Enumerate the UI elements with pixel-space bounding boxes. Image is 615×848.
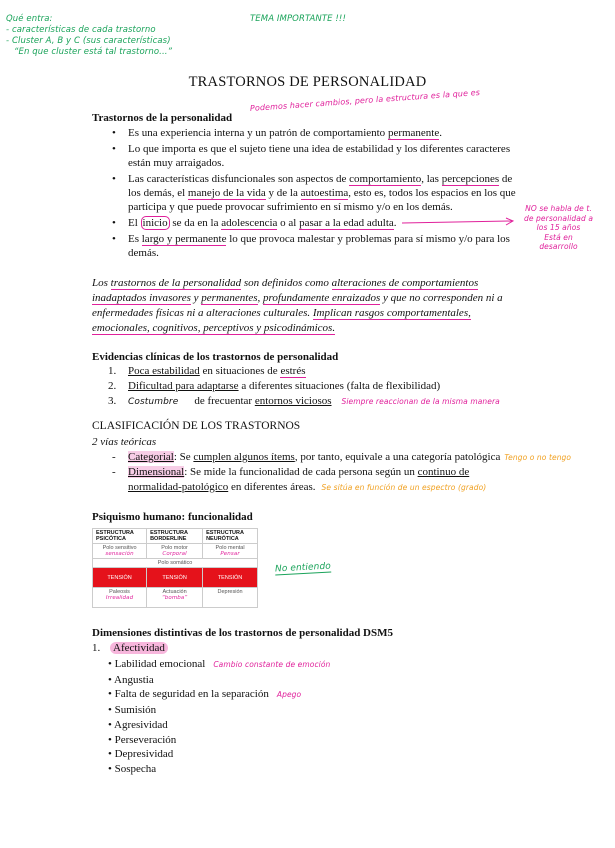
text: Falta de seguridad en la separación xyxy=(114,688,269,701)
text: Lo que importa es que el sujeto tiene una idea de estabilidad y los diferentes caracteres xyxy=(128,143,511,155)
page-title: TRASTORNOS DE PERSONALIDAD xyxy=(188,74,427,90)
text: . xyxy=(393,217,397,229)
text: Perseveración xyxy=(114,733,177,746)
list-item xyxy=(108,657,330,673)
text: continuo de xyxy=(417,466,470,478)
text: largo y permanente xyxy=(141,233,227,245)
text: Depresividad xyxy=(114,748,174,761)
text: El xyxy=(128,217,141,229)
text: y xyxy=(190,292,202,304)
text: • xyxy=(108,673,112,686)
text: inicio xyxy=(142,217,168,229)
text: trastornos de la personalidad xyxy=(110,277,242,289)
text: - xyxy=(112,466,116,478)
text: Siempre reaccionan de la misma manera xyxy=(341,397,500,406)
text: son definidos como xyxy=(241,277,332,289)
text: permanentes xyxy=(201,292,258,304)
sec5-list xyxy=(108,657,330,777)
text: estrés xyxy=(280,365,306,377)
text: Sumisión xyxy=(114,704,157,717)
text: los demás, el xyxy=(128,187,188,199)
text: . xyxy=(439,127,442,139)
text: inadaptados invasores xyxy=(92,292,191,304)
text: NO se habla de t. xyxy=(525,204,592,213)
sec3-list xyxy=(112,450,592,495)
text: en situaciones de xyxy=(199,365,281,377)
text: 2. xyxy=(108,380,117,392)
text: Polo motor xyxy=(161,545,188,551)
text: Polo mental xyxy=(215,545,245,551)
text: : Se mide la funcionalidad de cada persona según un xyxy=(184,466,418,478)
extra-item: - Cluster A, B y C (sus características) xyxy=(6,36,171,46)
col-header: ESTRUCTURA BORDERLINE xyxy=(147,529,203,544)
text: Pensar xyxy=(220,551,240,557)
text: comportamiento xyxy=(349,173,422,185)
text: 1. xyxy=(92,642,101,654)
text: TENSIÓN xyxy=(203,568,258,588)
text: • xyxy=(108,718,112,731)
text: manejo de la vida xyxy=(187,187,266,199)
text: Se sitúa en función de un espectro (grado) xyxy=(321,483,487,492)
text: se da en la xyxy=(169,217,222,229)
sec3-sub: 2 vías teóricas xyxy=(92,436,157,448)
text: Tengo o no tengo xyxy=(504,453,572,462)
text: Agresividad xyxy=(114,718,168,731)
list-item xyxy=(108,762,330,777)
text: Angustia xyxy=(114,673,154,686)
list-item xyxy=(108,673,330,688)
text: • xyxy=(108,748,112,761)
text: Cambio constante de emoción xyxy=(213,660,331,669)
text: TENSIÓN xyxy=(93,568,147,588)
text: pasar a la edad adulta xyxy=(299,217,394,229)
text: • xyxy=(108,688,112,701)
text: Es xyxy=(128,233,142,245)
text: participa y que puede provocar sufrimiento en sí mismo y/o en los demás. xyxy=(128,201,453,213)
text: Actuación xyxy=(162,589,187,595)
sec1-note: Podemos hacer cambios, pero la estructura es la que es xyxy=(249,87,481,113)
text: y que no corresponden ni a xyxy=(380,292,503,304)
text: y de la xyxy=(265,187,301,199)
list-item xyxy=(108,718,330,733)
text: Los xyxy=(92,277,111,289)
text: desarrollo xyxy=(539,242,578,251)
text: Depresión xyxy=(217,589,243,595)
list-item xyxy=(108,747,330,762)
text: Irrealidad xyxy=(105,595,134,601)
text: entornos viciosos xyxy=(254,395,332,407)
text: 3. xyxy=(108,395,117,407)
extra-title: Qué entra: xyxy=(6,14,53,24)
list-item xyxy=(108,687,330,703)
extra-item: - características de cada trastorno xyxy=(6,25,156,35)
text: • xyxy=(108,762,112,775)
text: Poca estabilidad xyxy=(128,365,200,377)
text: : Se xyxy=(173,451,194,463)
importante-note: TEMA IMPORTANTE !!! xyxy=(250,14,346,24)
text: demás. xyxy=(128,247,159,259)
text: , las xyxy=(421,173,442,185)
text: Corporal xyxy=(162,551,187,557)
text: 1. xyxy=(108,365,117,377)
text: , esto es, todos los espacios en los que xyxy=(348,187,516,199)
text: Categorial xyxy=(128,451,174,463)
text: • xyxy=(108,704,112,717)
text: , xyxy=(257,292,264,304)
text: • xyxy=(108,658,112,670)
text: Implican rasgos comportamentales, xyxy=(312,307,471,319)
text: Es una experiencia interna y un patrón de comportamiento xyxy=(128,127,388,139)
text: en diferentes áreas. xyxy=(228,481,316,493)
text: Costumbre xyxy=(128,397,179,407)
text: Las características disfuncionales son aspectos de xyxy=(128,173,350,185)
text: están muy arraigados. xyxy=(128,157,225,169)
sec1-heading: Trastornos de la personalidad xyxy=(92,112,233,124)
sec2-heading: Evidencias clínicas de los trastornos de personalidad xyxy=(92,351,339,363)
text: normalidad-patológico xyxy=(128,481,229,493)
text: lo que provoca malestar y problemas para sí mismo y/o para los xyxy=(226,233,510,245)
text: TENSIÓN xyxy=(147,568,203,588)
text: a diferentes situaciones (falta de flexibilidad) xyxy=(238,380,441,392)
text: , por tanto, equivale a una categoría patológica xyxy=(294,451,501,463)
sec5-heading: Dimensiones distintivas de los trastornos de personalidad DSM5 xyxy=(92,627,394,639)
text: Afectividad xyxy=(110,642,168,654)
col-header: ESTRUCTURA PSICÓTICA xyxy=(93,529,147,544)
text: Dimensional xyxy=(128,466,185,478)
text: sensación xyxy=(105,551,134,557)
definition-paragraph xyxy=(92,276,522,336)
extra-item: “En que cluster está tal trastorno...” xyxy=(14,47,173,57)
list-item xyxy=(108,703,330,718)
psiquismo-table xyxy=(92,528,258,608)
text: o al xyxy=(277,217,300,229)
text: adolescencia xyxy=(221,217,278,229)
text: Está en xyxy=(544,232,573,242)
col-header: ESTRUCTURA NEURÓTICA xyxy=(203,529,258,544)
extra-notes xyxy=(6,14,172,58)
sec1-bullets: • Es una experiencia interna y un patrón de comportamiento permanente. • Lo que importa es que el sujeto tiene una idea de estabilidad y los diferentes caracteres están muy arraigados. • Las características disfuncionales son aspectos de comportamiento, las percepciones de los demás, el manejo de la vida y de la autoestima, esto es, todos los espacios en los que participa y que puede provocar sufrimiento en sí mismo y/o en los demás. • El inicio se da en la adolescencia o al pasar a la edad adulta. • Es largo y permanente lo que provoca malestar y problemas para sí mismo y/o para los demás. xyxy=(128,126,528,260)
sec4-heading: Psiquismo humano: funcionalidad xyxy=(92,511,253,523)
text: - xyxy=(112,451,116,463)
text: de frecuentar xyxy=(194,395,255,407)
text: emocionales, cognitivos, perceptivos y psicodinámicos. xyxy=(92,322,336,334)
sec5-category xyxy=(92,641,168,655)
text: autoestima xyxy=(300,187,349,199)
text: Apego xyxy=(276,690,302,700)
text: Sospecha xyxy=(114,762,157,775)
sec4-note: No entiendo xyxy=(274,561,332,575)
text: permanente xyxy=(387,127,440,139)
text: alteraciones de comportamientos xyxy=(331,277,479,289)
text: cumplen algunos ítems xyxy=(193,451,295,463)
text: Paleosis xyxy=(109,589,130,595)
text: Labilidad emocional xyxy=(114,658,206,670)
text: profundamente enraizados xyxy=(263,292,381,304)
sec3-heading: CLASIFICACIÓN DE LOS TRASTORNOS xyxy=(92,420,301,432)
text: de xyxy=(499,173,513,185)
sec2-list xyxy=(108,364,528,410)
text: Dificultad para adaptarse xyxy=(128,380,239,392)
text: los 15 años xyxy=(536,223,581,232)
text: “bomba” xyxy=(161,595,188,601)
text: percepciones xyxy=(441,173,500,185)
text: Polo sensitivo xyxy=(102,545,137,551)
text: • xyxy=(108,733,112,746)
arrow-icon xyxy=(400,215,520,229)
text: enfermedades físicas ni a alteraciones culturales. xyxy=(92,307,313,319)
sec1-note2 xyxy=(524,204,593,252)
text: Polo somático xyxy=(93,559,258,568)
text: de personalidad a xyxy=(524,213,594,223)
list-item xyxy=(108,733,330,748)
